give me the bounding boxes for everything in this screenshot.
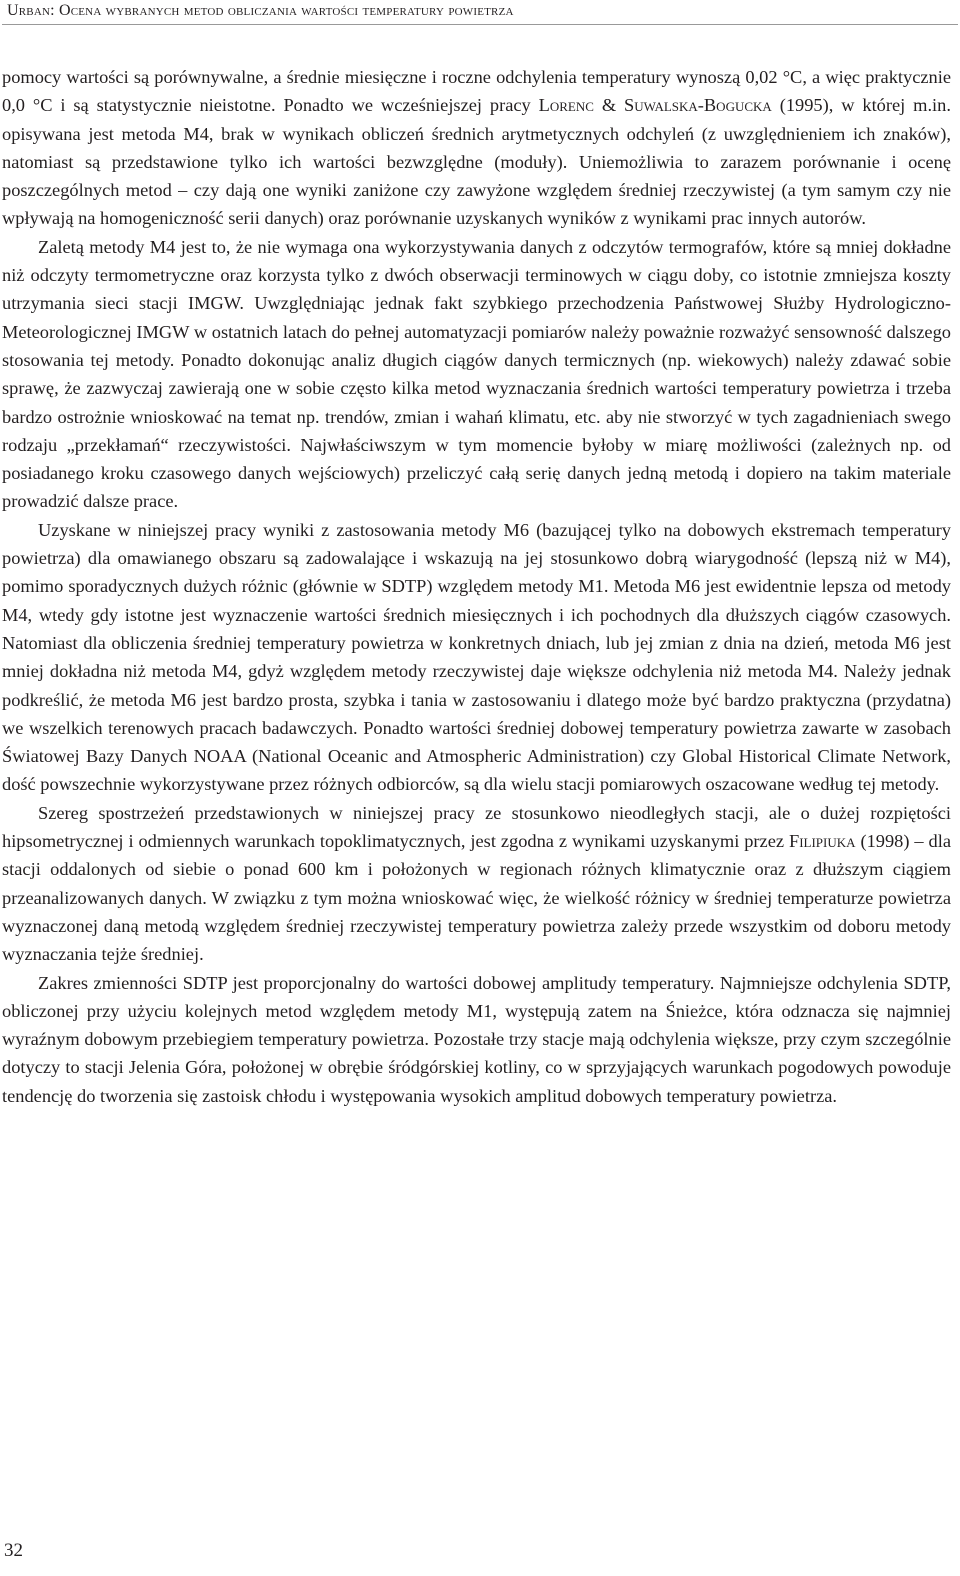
paragraph-m6-results: Uzyskane w niniejszej pracy wyniki z zastosowania metody M6 (bazującej tylko na dobowych ekstremach temperatury powietrza) dla omawianego obszaru są zadowalające i wskazują na jej stosunkowo dobrą wiarygodność (lepszą niż w M4), pomimo sporadycznych dużych różnic (głównie w SDTP) względem metody M1. Metoda M6 jest ewidentnie lepsza od metody M4, wtedy gdy istotne jest wyznaczenie wartości średnich miesięcznych i ich pochodnych dla dłuższych ciągów czasowych. Natomiast dla obliczenia średniej temperatury powietrza w konkretnych dniach, lub jej zmian z dnia na dzień, metoda M6 jest mniej dokładna niż metoda M4, gdyż względem metody rzeczywistej daje większe odchylenia niż metoda M4. Należy jednak podkreślić, że metoda M6 jest bardzo prosta, szybka i tania w zastosowaniu i dlatego może być bardzo praktyczna (przydatna) we wszelkich terenowych pracach badawczych. Ponadto wartości średniej dobowej temperatury powietrza zawarte w zasobach Światowej Bazy Danych NOAA (National Oceanic and Atmospheric Administration) czy Global Historical Climate Network, dość powszechnie wykorzystywane przez różnych odbiorców, są dla wielu stacji pomiarowych oszacowane według tej metody. [2,519,951,795]
article-body [2,63,951,1110]
paragraph-text: (1995), w której m.in. opisywana jest metoda M4, brak w wynikach obliczeń średnich arytmetycznych odchyleń (z uwzględnieniem ich znaków), natomiast są przedstawione tylko ich wartości bezwzględne (moduły). Uniemożliwia to zarazem porównanie i ocenę poszczególnych metod – czy dają one wyniki zaniżone czy zawyżone względem średniej rzeczywistej (a tym samym czy nie wpływają na homogeniczność serii danych) oraz porównanie uzyskanych wyników z wynikami prac innych autorów. [2,95,951,229]
running-header: Urban: Ocena wybranych metod obliczania wartości temperatury powietrza [7,2,514,19]
paragraph-continuation [2,63,951,233]
paragraph-observations [2,799,951,969]
ampersand: & [593,95,625,116]
paragraph-text: (1998) – dla stacji oddalonych od siebie o ponad 600 km i położonych w regionach różnych klimatycznie oraz z dłuższym ciągiem przeanalizowanych danych. W związku z tym można wnioskować więc, że wielkość różnicy w średniej temperaturze powietrza wyznaczonej daną metodą względem średniej rzeczywistej temperatury powietrza zależy przede wszystkim od doboru metody wyznaczania tejże średniej. [2,831,951,965]
author-citation: Filipiuka [788,831,856,852]
page-number: 32 [4,1540,23,1561]
paragraph-m4-advantages: Zaletą metody M4 jest to, że nie wymaga ona wykorzystywania danych z odczytów termografów, które są mniej dokładne niż odczyty termometryczne oraz korzysta tylko z dwóch obserwacji terminowych w ciągu doby, co istotnie zmniejsza koszty utrzymania sieci stacji IMGW. Uwzględniając jednak fakt szybkiego przechodzenia Państwowej Służby Hydrologiczno-Meteorologicznej IMGW w ostatnich latach do pełnej automatyzacji pomiarów należy poważnie rozważyć sensowność dalszego stosowania tej metody. Ponadto dokonując analiz długich ciągów danych termicznych (np. wiekowych) należy zdawać sobie sprawę, że zazwyczaj zawierają one w sobie często kilka metod wyznaczania średnich wartości temperatury powietrza i trzeba bardzo ostrożnie wnioskować na temat np. trendów, zmian i wahań klimatu, etc. aby nie stworzyć w tych zagadnieniach swego rodzaju „przekłamań“ rzeczywistości. Najwłaściwszym w tym momencie byłoby w miarę możliwości (zależnych np. od posiadanego kroku czasowego danych wejściowych) przeliczyć całą serię danych jedną metodą i dopiero na takim materiale prowadzić dalsze prace. [2,236,951,512]
paragraph-text: pomocy wartości są porównywalne, a średnie miesięczne i roczne odchylenia temperatury wynoszą 0,02 °C, a więc praktycznie 0,0 °C i są statystycznie nieistotne. Ponadto we wcześniejszej pracy [2,67,951,116]
author-citation: Suwalska-Bogucka [624,95,772,116]
author-citation: Lorenc [538,95,594,116]
paragraph-sdtp-range: Zakres zmienności SDTP jest proporcjonalny do wartości dobowej amplitudy temperatury. Najmniejsze odchylenia SDTP, obliczonej przy użyciu kolejnych metod względem metody M1, występują zatem na Śnieżce, która odznacza się najmniej wyraźnym dobowym przebiegiem temperatury powietrza. Pozostałe trzy stacje mają odchylenia większe, przy czym szczególnie dotyczy to stacji Jelenia Góra, położonej w obrębie śródgórskiej kotliny, co w sprzyjających warunkach pogodowych powoduje tendencję do tworzenia się zastoisk chłodu i występowania wysokich amplitud dobowych temperatury powietrza. [2,972,951,1106]
header-divider [2,24,958,25]
paragraph-text: Szereg spostrzeżeń przedstawionych w niniejszej pracy ze stosunkowo nieodległych stacji, ale o dużej rozpiętości hipsometrycznej i odmiennych warunkach topoklimatycznych, jest zgodna z wynikami uzyskanymi przez [2,802,951,852]
